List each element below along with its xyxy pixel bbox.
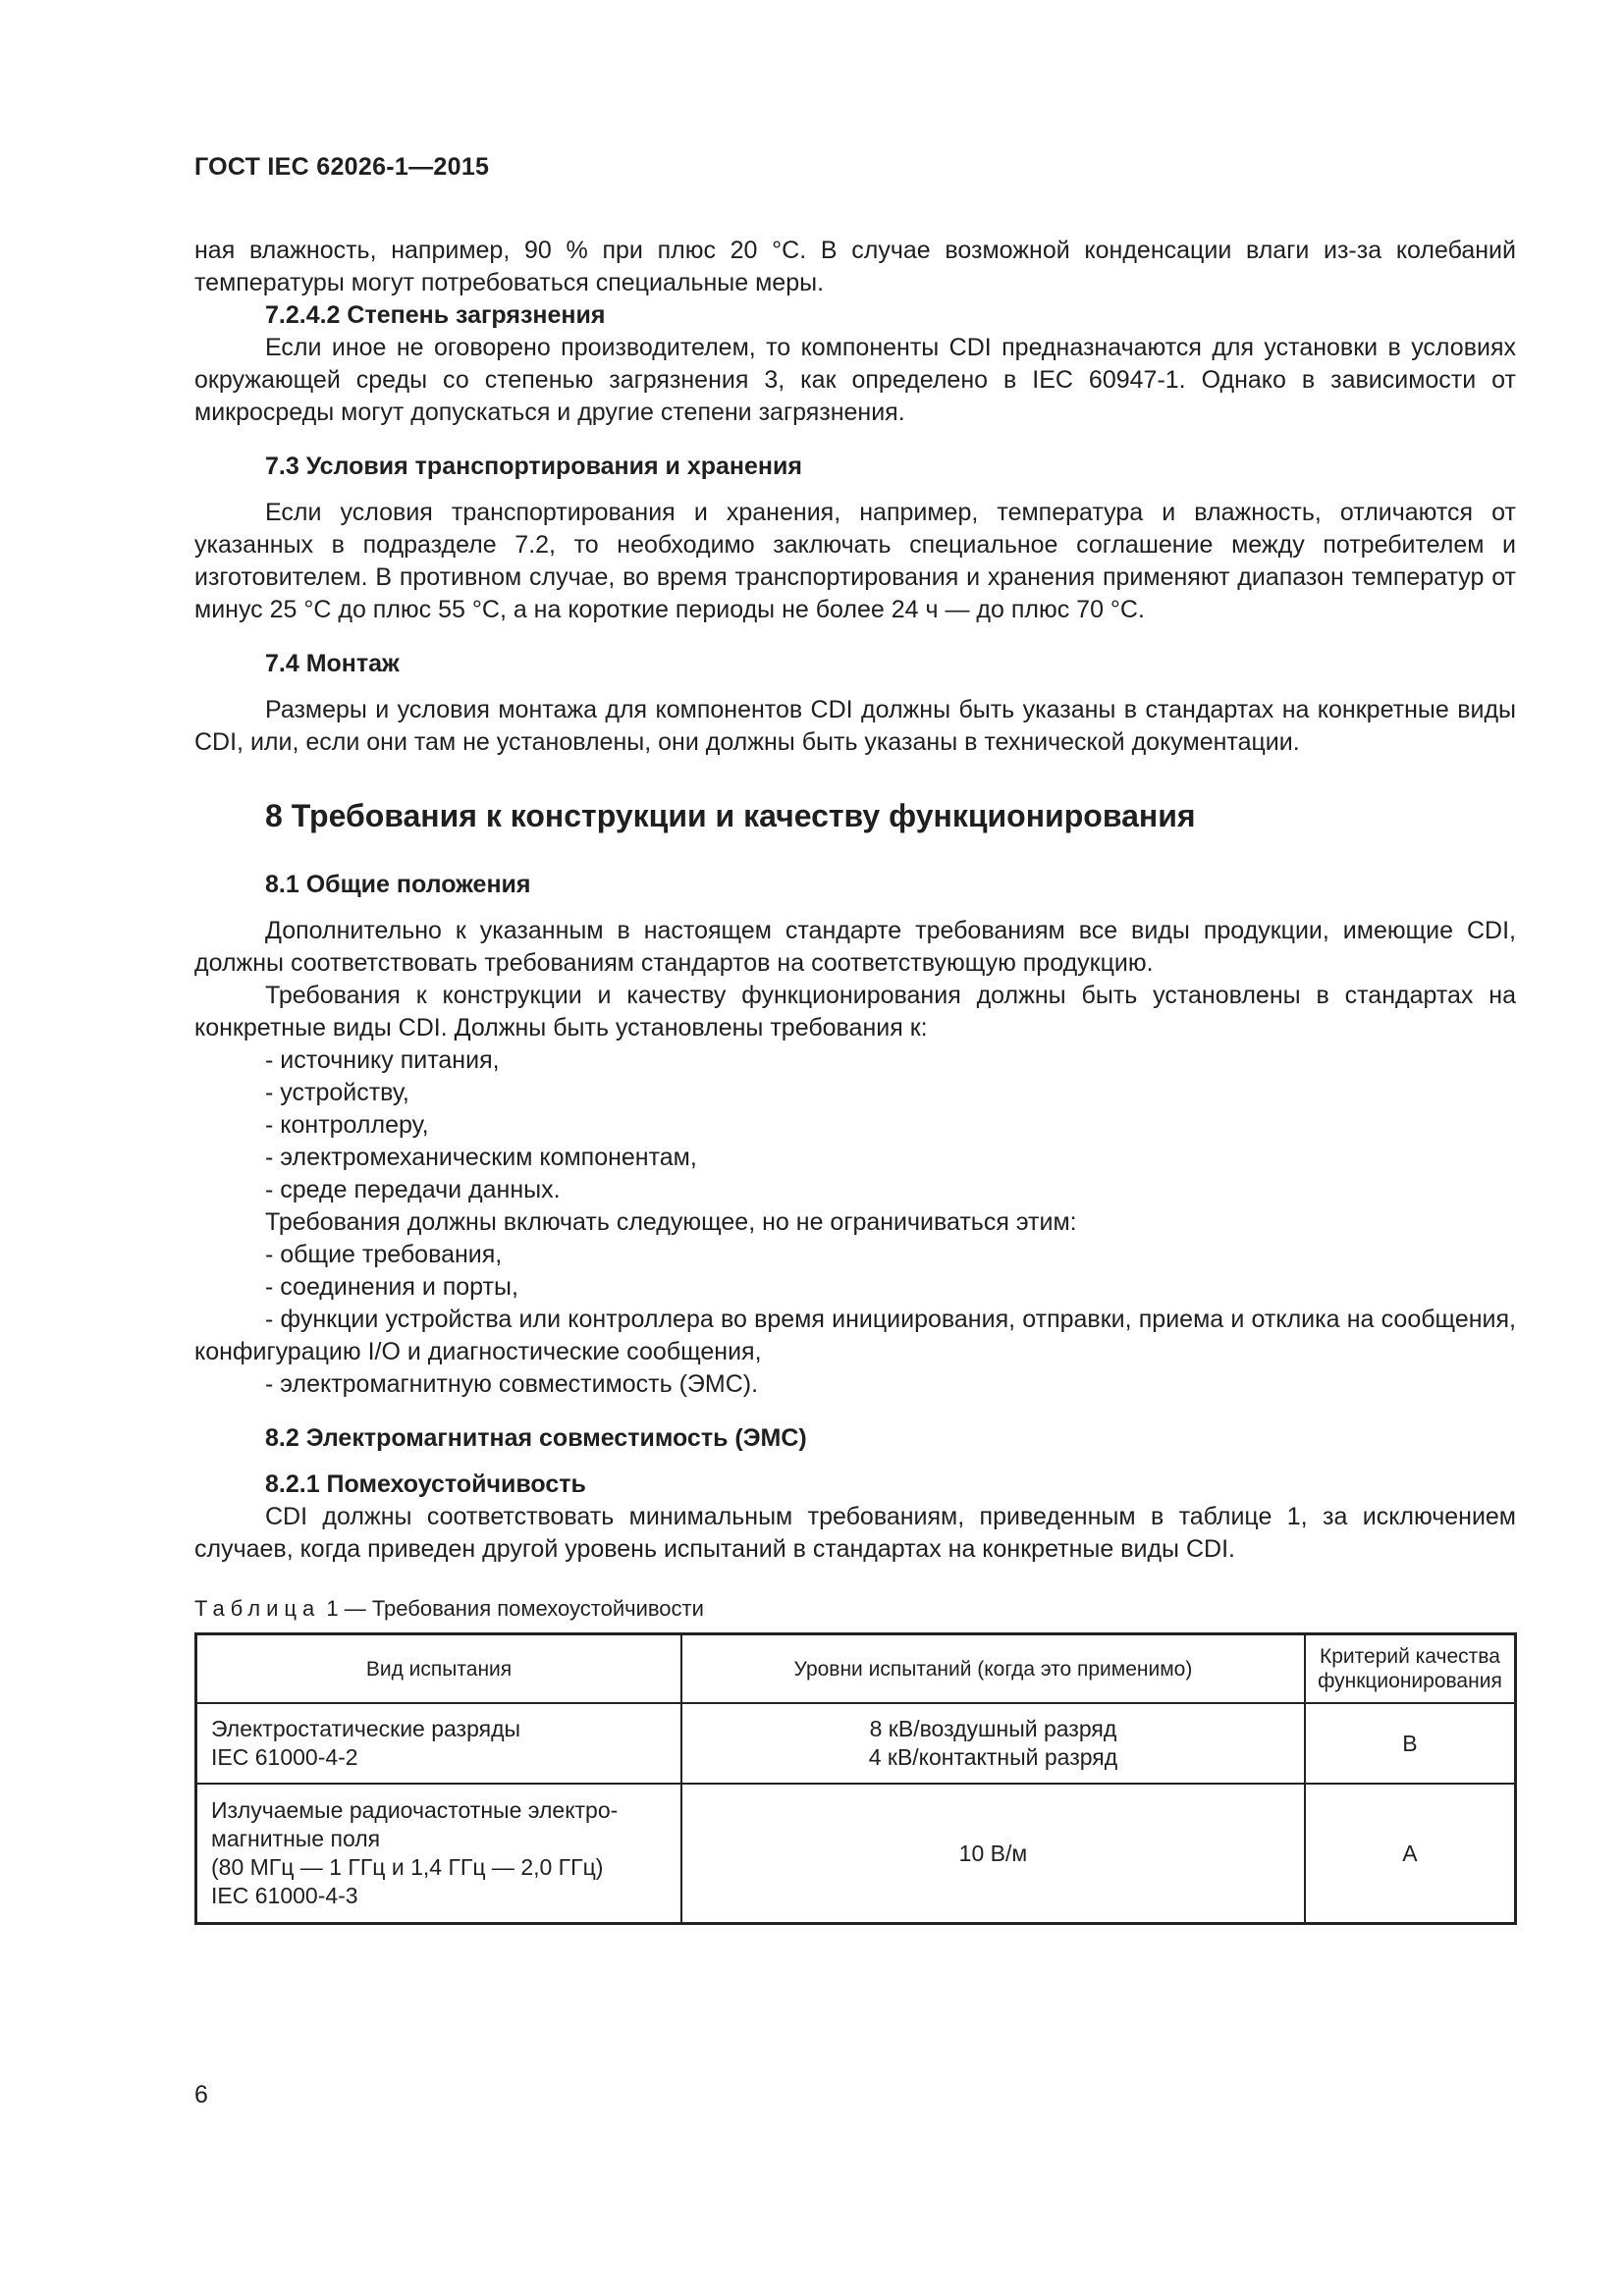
list-item: - контроллеру, <box>265 1111 429 1139</box>
table-caption <box>194 1595 1516 1623</box>
column-header-criterion: Критерий качества функционирования <box>1305 1634 1516 1704</box>
heading-8-1: 8.1 Общие положения <box>265 871 531 898</box>
paragraph-continuation: ная влажность, например, 90 % при плюс 20 °С. В случае возможной конденсации влаги из-за колебаний температуры могут потребоваться специальные меры. <box>194 237 1516 296</box>
cell-line: Излучаемые радиочастотные электро- <box>211 1797 619 1823</box>
list-item: - среде передачи данных. <box>265 1176 561 1203</box>
cell-line: (80 МГц — 1 ГГц и 1,4 ГГц — 2,0 ГГц) <box>211 1854 604 1880</box>
heading-7-4: 7.4 Монтаж <box>265 650 400 677</box>
list-item: - устройству, <box>265 1079 409 1106</box>
cell-test-levels <box>681 1703 1305 1784</box>
section-8-title: 8 Требования к конструкции и качеству функционирования <box>265 798 1196 833</box>
cell-test-levels <box>681 1784 1305 1924</box>
immunity-table <box>194 1632 1517 1925</box>
table-header-row <box>196 1634 1516 1704</box>
cell-line: 4 кВ/контактный разряд <box>868 1744 1118 1770</box>
table-row <box>196 1703 1516 1784</box>
cell-line: магнитные поля <box>211 1826 381 1851</box>
list-item: - источнику питания, <box>265 1046 500 1074</box>
paragraph-7-3: Если условия транспортирования и хранения, например, температура и влажность, отличаются от указанных в подразделе 7.2, то необходимо заключать специальное соглашение между потребителем и изготовителем. В противном случае, во время транспортирования и хранения применяют диапазон температур от минус 25 °С до плюс 55 °С, а на короткие периоды не более 24 ч — до плюс 70 °С. <box>194 499 1516 623</box>
cell-line: IEC 61000-4-3 <box>211 1883 358 1908</box>
paragraph-8-1-a: Дополнительно к указанным в настоящем стандарте требованиям все виды продукции, имеющие CDI, должны соответствовать требованиям стандартов на соответствующую продукцию. <box>194 917 1516 977</box>
cell-line: Электростатические разряды <box>211 1716 521 1741</box>
list-item: - электромеханическим компонентам, <box>265 1144 697 1171</box>
document-page <box>194 137 1516 1925</box>
page-number: 6 <box>194 2081 208 2109</box>
paragraph-8-1-c: Требования должны включать следующее, но не ограничиваться этим: <box>265 1208 1077 1236</box>
list-item: - соединения и порты, <box>265 1273 518 1301</box>
table-row <box>196 1784 1516 1924</box>
list-item: - общие требования, <box>265 1241 503 1268</box>
paragraph-8-2-1: CDI должны соответствовать минимальным требованиям, приведенным в таблице 1, за исключением случаев, когда приведен другой уровень испытаний в стандартах на конкретные виды CDI. <box>194 1503 1516 1563</box>
table-caption-word: Таблица <box>194 1596 321 1621</box>
document-header: ГОСТ IEC 62026-1—2015 <box>194 153 490 181</box>
cell-criterion: A <box>1305 1784 1516 1924</box>
heading-7-3: 7.3 Условия транспортирования и хранения <box>265 453 802 480</box>
heading-8-2-1: 8.2.1 Помехоустойчивость <box>265 1470 586 1498</box>
cell-line: 10 В/м <box>958 1840 1028 1866</box>
cell-test-type <box>196 1703 682 1784</box>
column-header-test-type: Вид испытания <box>196 1634 682 1704</box>
cell-line: IEC 61000-4-2 <box>211 1744 358 1770</box>
heading-8-2: 8.2 Электромагнитная совместимость (ЭМС) <box>265 1424 807 1452</box>
paragraph-7-4: Размеры и условия монтажа для компонентов CDI должны быть указаны в стандартах на конкретные виды CDI, или, если они там не установлены, они должны быть указаны в технической документации. <box>194 696 1516 756</box>
list-item-long: - функции устройства или контроллера во время инициирования, отправки, приема и отклика на сообщения, конфигурацию I/O и диагностические сообщения, <box>194 1306 1516 1365</box>
heading-7-2-4-2: 7.2.4.2 Степень загрязнения <box>265 301 606 329</box>
paragraph-7-2-4-2: Если иное не оговорено производителем, то компоненты CDI предназначаются для установки в условиях окружающей среды со степенью загрязнения 3, как определено в IEC 60947-1. Однако в зависимости от микросреды могут допускаться и другие степени загрязнения. <box>194 334 1516 426</box>
list-item: - электромагнитную совместимость (ЭМС). <box>265 1370 759 1398</box>
cell-test-type <box>196 1784 682 1924</box>
paragraph-8-1-b: Требования к конструкции и качеству функционирования должны быть установлены в стандартах на конкретные виды CDI. Должны быть установлены требования к: <box>194 982 1516 1041</box>
cell-line: 8 кВ/воздушный разряд <box>869 1716 1117 1741</box>
column-header-test-levels: Уровни испытаний (когда это применимо) <box>681 1634 1305 1704</box>
cell-criterion: B <box>1305 1703 1516 1784</box>
table-caption-text: 1 — Требования помехоустойчивости <box>320 1596 704 1621</box>
